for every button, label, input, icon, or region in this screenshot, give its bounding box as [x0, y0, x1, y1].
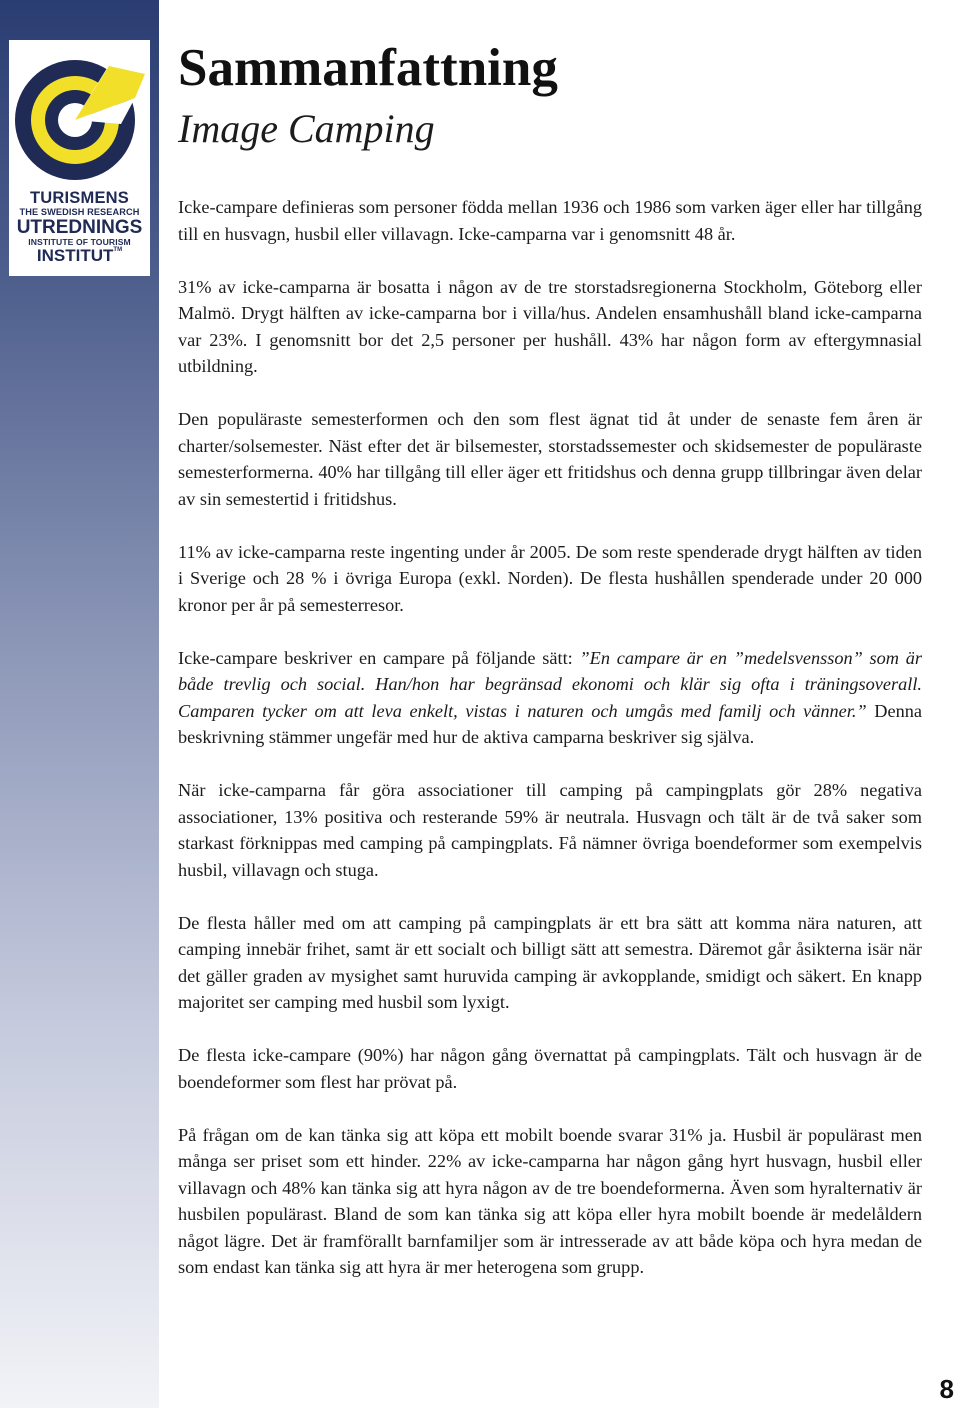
paragraph-associations: När icke-camparna får göra associationer till camping på campingplats gör 28% negativa associationer, 13% positiva och resterande 59% är neutrala. Husvagn och tält är de två saker som starkast förknippas med camping på campingplats. Få nämner övriga boendeformer som exempelvis husbil, villavagn och stuga. — [178, 780, 922, 880]
paragraph-demographics: 31% av icke-camparna är bosatta i någon av de tre storstadsregionerna Stockholm, Göteborg eller Malmö. Drygt hälften av icke-camparna bor i villa/hus. Andelen ensamhushåll bland icke-camparna var 23%. I genomsnitt bor det 2,5 personer per hushåll. 43% har någon form av eftergymnasial utbildning. — [178, 276, 922, 376]
logo-text-swedish-research: THE SWEDISH RESEARCH — [19, 207, 140, 217]
paragraph-buy-rent: På frågan om de kan tänka sig att köpa ett mobilt boende svarar 31% ja. Husbil är populärast men många ser priset som ett hinder. 22% av icke-camparna har någon gång hyrt husvagn, husbil eller villavagn och 48% kan tänka sig att hyra någon av de tre boendeformerna. Även som hyralternativ är husbilen populärast. Bland de som kan tänka sig att köpa eller hyra mobilt boende är medelåldern något lägre. Det är framförallt barnfamiljer som är intresserade av att både köpa och hyra medan de som endast kan tänka sig att hyra är mer heterogena som grupp. — [178, 1124, 922, 1277]
logo-text-utrednings: UTREDNINGS — [16, 217, 143, 238]
page-title: Sammanfattning — [178, 39, 558, 97]
logo-text-institut — [9, 247, 150, 264]
logo-text-institute-of-tourism: INSTITUTE OF TOURISM — [28, 237, 131, 247]
institute-logo — [9, 40, 150, 276]
logo-text-institut-label: INSTITUT — [36, 246, 114, 265]
target-emblem-icon — [9, 40, 150, 190]
description-outro: Denna beskrivning stämmer ungefär med hur de aktiva camparna beskriver sig själva. — [178, 700, 922, 747]
description-quote: ”En campare är en ”medelsvensson” som är både trevlig och social. Han/hon har begränsad ekonomi och klär sig ofta i träningsoverall. Camparen tycker om att leva enkelt, vistas i naturen och umgås med familj och vänner.” — [178, 647, 922, 721]
page-number: 8 — [939, 1374, 954, 1404]
trademark-mark: TM — [113, 247, 123, 253]
summary-body — [178, 194, 922, 1307]
paragraph-attitudes: De flesta håller med om att camping på campingplats är ett bra sätt att komma nära naturen, att camping innebär frihet, samt är ett socialt och billigt sätt att semestra. Däremot går åsikterna isär när det gäller graden av mysighet samt huruvida camping är avkopplande, smidigt och säkert. En knapp majoritet ser camping med husbil som lyxigt. — [178, 912, 922, 1012]
logo-text-turismens: TURISMENS — [30, 189, 129, 207]
paragraph-camper-description — [178, 645, 922, 751]
paragraph-travel-2005: 11% av icke-camparna reste ingenting under år 2005. De som reste spenderade drygt hälften av tiden i Sverige och 28 % i övriga Europa (exkl. Norden). De flesta hushållen spenderade under 20 000 kronor per år på semesterresor. — [178, 541, 922, 615]
paragraph-vacation-forms: Den populäraste semesterformen och den som flest ägnat tid åt under de senaste fem åren är charter/solsemester. Näst efter det är bilsemester, storstadssemester och skidsemester de populäraste semesterformerna. 40% har tillgång till eller äger ett fritidshus och denna grupp tillbringar även delar av sin semestertid i fritidshus. — [178, 409, 922, 509]
sidebar-band — [0, 0, 159, 1408]
description-intro: Icke-campare beskriver en campare på följande sätt: — [178, 647, 580, 668]
page-subtitle: Image Camping — [178, 106, 435, 151]
paragraph-definition: Icke-campare definieras som personer födda mellan 1936 och 1986 som varken äger eller har tillgång till en husvagn, husbil eller villavagn. Icke-camparna var i genomsnitt 48 år. — [178, 197, 922, 244]
paragraph-overnight-experience: De flesta icke-campare (90%) har någon gång övernattat på campingplats. Tält och husvagn är de boendeformer som flest har prövat på. — [178, 1045, 922, 1092]
